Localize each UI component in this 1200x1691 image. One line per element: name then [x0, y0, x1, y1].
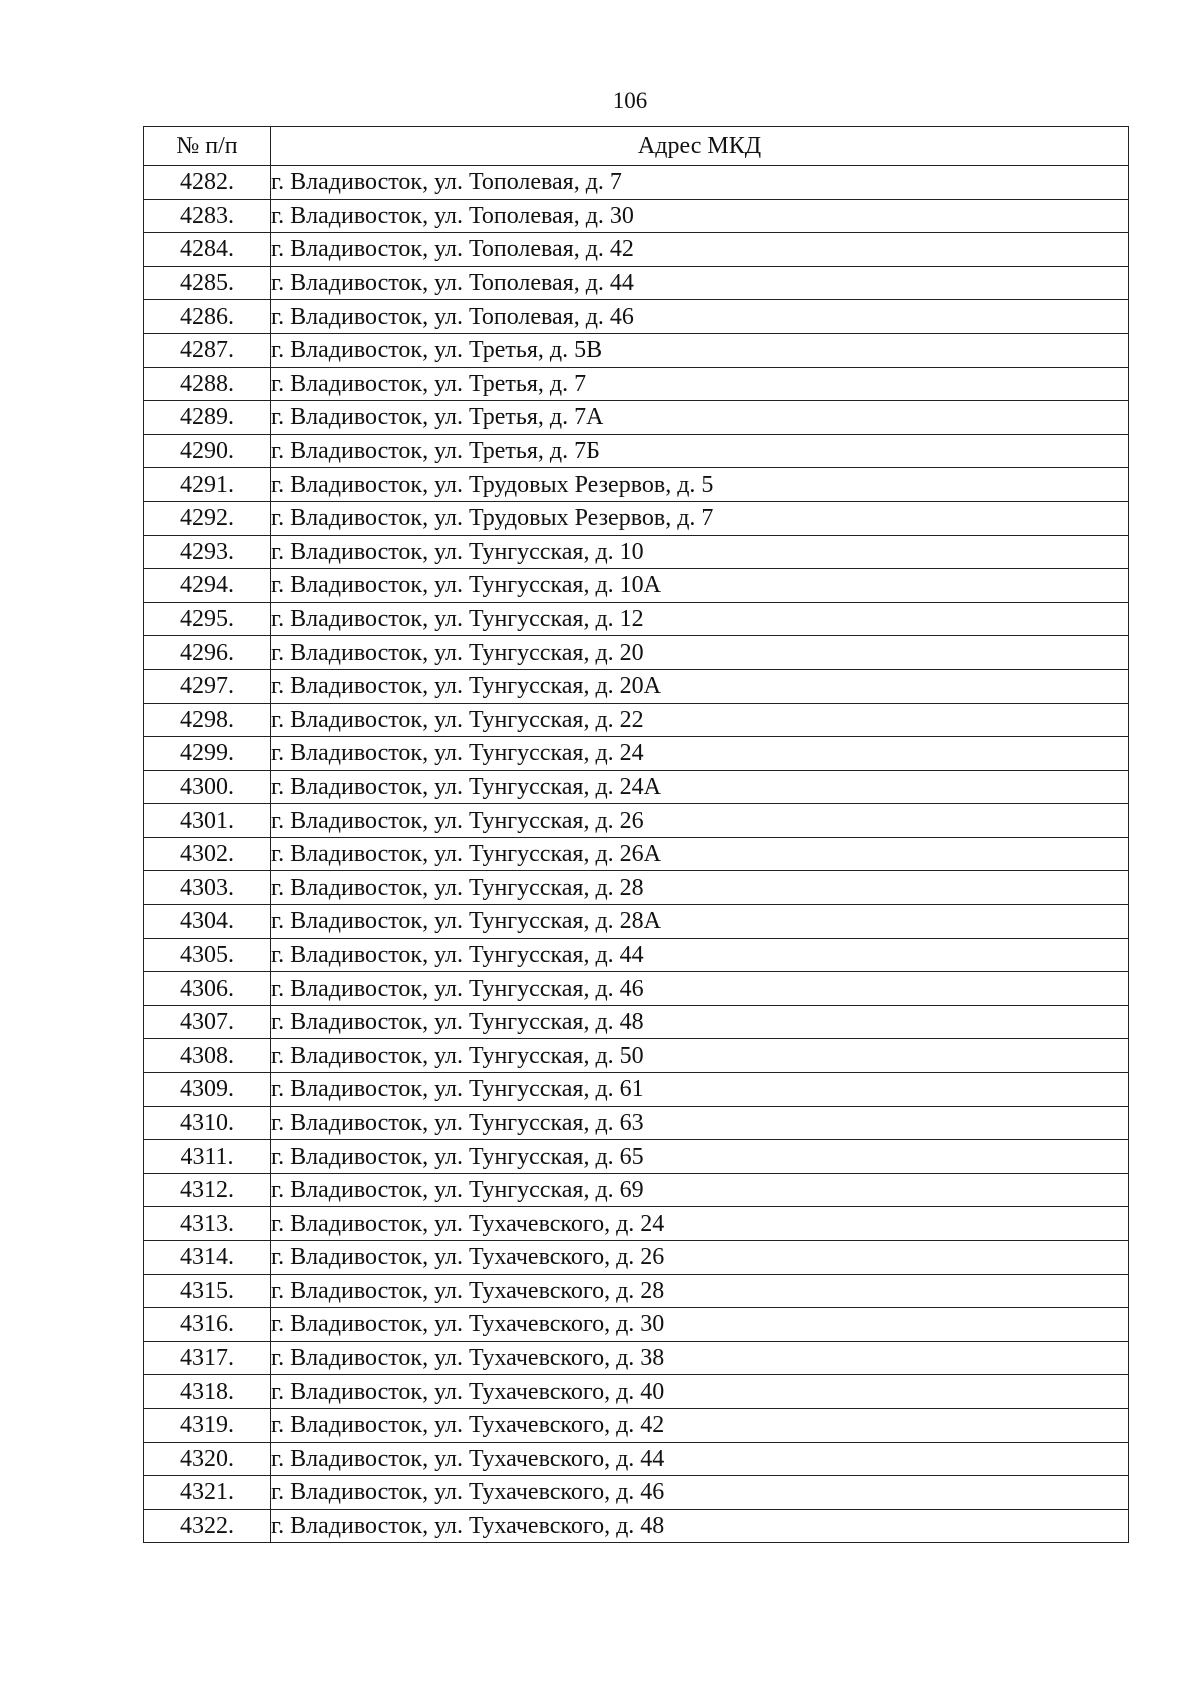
column-header-num: № п/п [144, 127, 271, 166]
row-number: 4311. [144, 1140, 271, 1174]
column-header-address: Адрес МКД [271, 127, 1129, 166]
row-number: 4317. [144, 1341, 271, 1375]
table-row [144, 1241, 1129, 1275]
row-number: 4314. [144, 1241, 271, 1275]
row-address: г. Владивосток, ул. Тунгусская, д. 24 [271, 737, 1129, 771]
row-address: г. Владивосток, ул. Тухачевского, д. 44 [271, 1442, 1129, 1476]
table-row [144, 569, 1129, 603]
row-address: г. Владивосток, ул. Тунгусская, д. 24А [271, 770, 1129, 804]
row-address: г. Владивосток, ул. Тухачевского, д. 26 [271, 1241, 1129, 1275]
row-number: 4313. [144, 1207, 271, 1241]
row-number: 4290. [144, 434, 271, 468]
row-address: г. Владивосток, ул. Тополевая, д. 44 [271, 266, 1129, 300]
table-row [144, 1308, 1129, 1342]
row-number: 4305. [144, 938, 271, 972]
table-row [144, 233, 1129, 267]
table-row [144, 468, 1129, 502]
table-row [144, 1442, 1129, 1476]
row-address: г. Владивосток, ул. Тунгусская, д. 20А [271, 669, 1129, 703]
row-address: г. Владивосток, ул. Третья, д. 7Б [271, 434, 1129, 468]
row-address: г. Владивосток, ул. Тунгусская, д. 26 [271, 804, 1129, 838]
table-row [144, 367, 1129, 401]
table-header-row [144, 127, 1129, 166]
table-row [144, 804, 1129, 838]
row-number: 4288. [144, 367, 271, 401]
row-number: 4296. [144, 636, 271, 670]
row-number: 4295. [144, 602, 271, 636]
row-number: 4301. [144, 804, 271, 838]
row-number: 4319. [144, 1408, 271, 1442]
table-row [144, 1207, 1129, 1241]
row-address: г. Владивосток, ул. Тунгусская, д. 48 [271, 1005, 1129, 1039]
row-address: г. Владивосток, ул. Тунгусская, д. 28 [271, 871, 1129, 905]
table-row [144, 703, 1129, 737]
row-number: 4282. [144, 166, 271, 200]
row-number: 4289. [144, 401, 271, 435]
table-row [144, 737, 1129, 771]
row-address: г. Владивосток, ул. Трудовых Резервов, д. 5 [271, 468, 1129, 502]
row-number: 4292. [144, 501, 271, 535]
row-number: 4308. [144, 1039, 271, 1073]
row-address: г. Владивосток, ул. Тухачевского, д. 48 [271, 1509, 1129, 1543]
row-number: 4309. [144, 1073, 271, 1107]
table-row [144, 501, 1129, 535]
row-address: г. Владивосток, ул. Третья, д. 7А [271, 401, 1129, 435]
row-number: 4318. [144, 1375, 271, 1409]
table-row [144, 1408, 1129, 1442]
row-address: г. Владивосток, ул. Тунгусская, д. 63 [271, 1106, 1129, 1140]
row-number: 4315. [144, 1274, 271, 1308]
row-address: г. Владивосток, ул. Тухачевского, д. 24 [271, 1207, 1129, 1241]
table-row [144, 1140, 1129, 1174]
row-address: г. Владивосток, ул. Тунгусская, д. 10А [271, 569, 1129, 603]
table-row [144, 434, 1129, 468]
table-row [144, 1476, 1129, 1510]
row-number: 4310. [144, 1106, 271, 1140]
page-number: 106 [612, 88, 648, 113]
row-number: 4287. [144, 333, 271, 367]
table-row [144, 770, 1129, 804]
table-row [144, 535, 1129, 569]
row-address: г. Владивосток, ул. Третья, д. 7 [271, 367, 1129, 401]
row-address: г. Владивосток, ул. Тунгусская, д. 50 [271, 1039, 1129, 1073]
row-address: г. Владивосток, ул. Тухачевского, д. 30 [271, 1308, 1129, 1342]
table-row [144, 1274, 1129, 1308]
table-row [144, 1106, 1129, 1140]
row-number: 4284. [144, 233, 271, 267]
row-number: 4304. [144, 905, 271, 939]
row-number: 4294. [144, 569, 271, 603]
row-address: г. Владивосток, ул. Тунгусская, д. 28А [271, 905, 1129, 939]
row-number: 4298. [144, 703, 271, 737]
row-address: г. Владивосток, ул. Тунгусская, д. 20 [271, 636, 1129, 670]
row-address: г. Владивосток, ул. Тухачевского, д. 28 [271, 1274, 1129, 1308]
row-address: г. Владивосток, ул. Тухачевского, д. 42 [271, 1408, 1129, 1442]
row-number: 4297. [144, 669, 271, 703]
row-address: г. Владивосток, ул. Тунгусская, д. 12 [271, 602, 1129, 636]
row-number: 4285. [144, 266, 271, 300]
table-row [144, 166, 1129, 200]
row-address: г. Владивосток, ул. Тунгусская, д. 65 [271, 1140, 1129, 1174]
row-address: г. Владивосток, ул. Тунгусская, д. 10 [271, 535, 1129, 569]
table-row [144, 636, 1129, 670]
row-address: г. Владивосток, ул. Тухачевского, д. 46 [271, 1476, 1129, 1510]
row-number: 4307. [144, 1005, 271, 1039]
table-row [144, 905, 1129, 939]
row-number: 4321. [144, 1476, 271, 1510]
row-address: г. Владивосток, ул. Тополевая, д. 42 [271, 233, 1129, 267]
address-table [143, 126, 1129, 1543]
row-address: г. Владивосток, ул. Тополевая, д. 7 [271, 166, 1129, 200]
row-address: г. Владивосток, ул. Третья, д. 5В [271, 333, 1129, 367]
table-row [144, 1039, 1129, 1073]
row-address: г. Владивосток, ул. Тухачевского, д. 38 [271, 1341, 1129, 1375]
table-row [144, 1073, 1129, 1107]
row-address: г. Владивосток, ул. Тунгусская, д. 44 [271, 938, 1129, 972]
row-number: 4312. [144, 1173, 271, 1207]
row-address: г. Владивосток, ул. Тополевая, д. 46 [271, 300, 1129, 334]
table-row [144, 1341, 1129, 1375]
table-row [144, 333, 1129, 367]
row-address: г. Владивосток, ул. Тунгусская, д. 46 [271, 972, 1129, 1006]
table-row [144, 669, 1129, 703]
table-row [144, 1509, 1129, 1543]
table-row [144, 1005, 1129, 1039]
row-number: 4283. [144, 199, 271, 233]
row-number: 4291. [144, 468, 271, 502]
table-row [144, 1375, 1129, 1409]
row-number: 4300. [144, 770, 271, 804]
row-number: 4286. [144, 300, 271, 334]
row-address: г. Владивосток, ул. Тухачевского, д. 40 [271, 1375, 1129, 1409]
table-row [144, 266, 1129, 300]
row-address: г. Владивосток, ул. Тунгусская, д. 69 [271, 1173, 1129, 1207]
table-row [144, 938, 1129, 972]
table-row [144, 972, 1129, 1006]
row-number: 4293. [144, 535, 271, 569]
row-address: г. Владивосток, ул. Тунгусская, д. 61 [271, 1073, 1129, 1107]
row-address: г. Владивосток, ул. Тунгусская, д. 22 [271, 703, 1129, 737]
table-row [144, 1173, 1129, 1207]
row-number: 4322. [144, 1509, 271, 1543]
table-row [144, 401, 1129, 435]
table-row [144, 837, 1129, 871]
row-address: г. Владивосток, ул. Тополевая, д. 30 [271, 199, 1129, 233]
row-number: 4299. [144, 737, 271, 771]
row-address: г. Владивосток, ул. Тунгусская, д. 26А [271, 837, 1129, 871]
row-number: 4316. [144, 1308, 271, 1342]
table-row [144, 199, 1129, 233]
row-number: 4302. [144, 837, 271, 871]
table-row [144, 602, 1129, 636]
row-number: 4320. [144, 1442, 271, 1476]
table-row [144, 871, 1129, 905]
row-number: 4303. [144, 871, 271, 905]
row-number: 4306. [144, 972, 271, 1006]
row-address: г. Владивосток, ул. Трудовых Резервов, д. 7 [271, 501, 1129, 535]
table-row [144, 300, 1129, 334]
